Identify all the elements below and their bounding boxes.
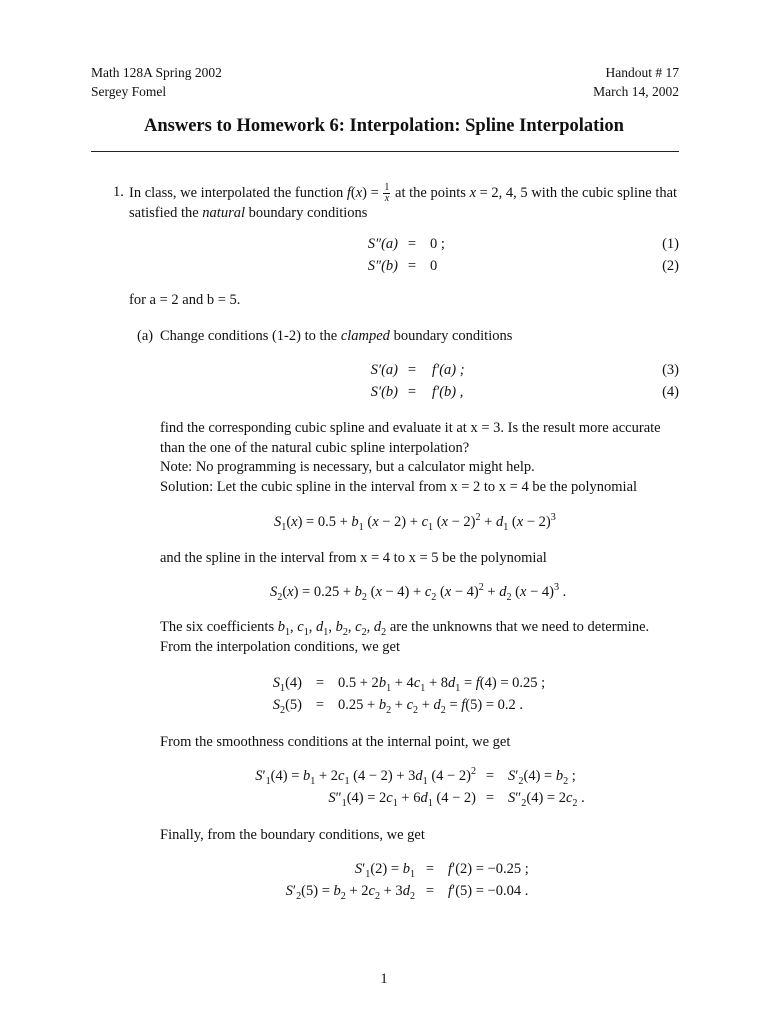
problem-number: 1. [113, 184, 124, 200]
fraction-one-over-x: $\frac{1}{x}$ [384, 182, 390, 204]
equation-number-4: (4) [662, 384, 679, 400]
coefficients-paragraph: The six coefficients $b_1$, $c_1$, $d_1$, $b_2$, $c_2$, $d_2$ are the unknowns that we need to determine. From the interpolation conditions, we get [160, 619, 650, 655]
header-left [91, 63, 222, 101]
header-right [593, 63, 679, 101]
boundary-intro: Finally, from the boundary conditions, we get [160, 827, 425, 843]
problem-intro-line1: In class, we interpolated the function f(x) = $\frac{1}{x}$ at the points x = 2, 4, 5 with the cubic spline that [129, 182, 678, 204]
page-number: 1 [380, 971, 388, 987]
note-text: Note: No programming is necessary, but a calculator might help. [160, 459, 535, 475]
course-name: Math 128A Spring 2002 [91, 65, 222, 80]
spline-s2-intro: and the spline in the interval from x = 4 to x = 5 be the polynomial [160, 550, 547, 566]
equation-number-3: (3) [662, 362, 679, 378]
handout-number: Handout # 17 [605, 65, 679, 80]
spline-s1-equation: $S_1(x) = 0.5 + b_1$ $(x - 2) + c_1$ $(x - 2)^2 + d_1$ $(x - 2)^3$ [274, 512, 556, 533]
smoothness-intro: From the smoothness conditions at the internal point, we get [160, 734, 511, 750]
equation-number-1: (1) [662, 236, 679, 252]
author-name: Sergey Fomel [91, 84, 167, 99]
part-a-prompt: Change conditions (1-2) to the clamped boundary conditions [160, 328, 513, 344]
spline-s2-equation: $S_2(x) = 0.25 + b_2$ $(x - 4) + c_2$ $(x - 4)^2 + d_2$ $(x - 4)^3$ . [270, 582, 567, 603]
part-a-label: (a) [137, 328, 154, 344]
page-title: Answers to Homework 6: Interpolation: Spline Interpolation [144, 116, 624, 136]
solution-text: Solution: Let the cubic spline in the interval from x = 2 to x = 4 be the polynomial [160, 478, 638, 495]
handout-date: March 14, 2002 [593, 84, 679, 99]
equation-number-2: (2) [662, 258, 679, 274]
problem-intro [129, 183, 681, 224]
boundary-values-text: for a = 2 and b = 5. [129, 292, 241, 308]
problem-intro-line2: satisfied the natural boundary conditions [129, 205, 368, 221]
part-a-instructions: find the corresponding cubic spline and evaluate it at x = 3. Is the result more accurate than the one of the natural cubic spline interpolation? Note: No programming is necessary, but a calculator might help. Solution: Let the cubic spline in the interval from x = 2 to x = 4 be the polynomial [160, 419, 680, 497]
function-expression: f [346, 184, 351, 201]
title-divider [91, 151, 679, 152]
